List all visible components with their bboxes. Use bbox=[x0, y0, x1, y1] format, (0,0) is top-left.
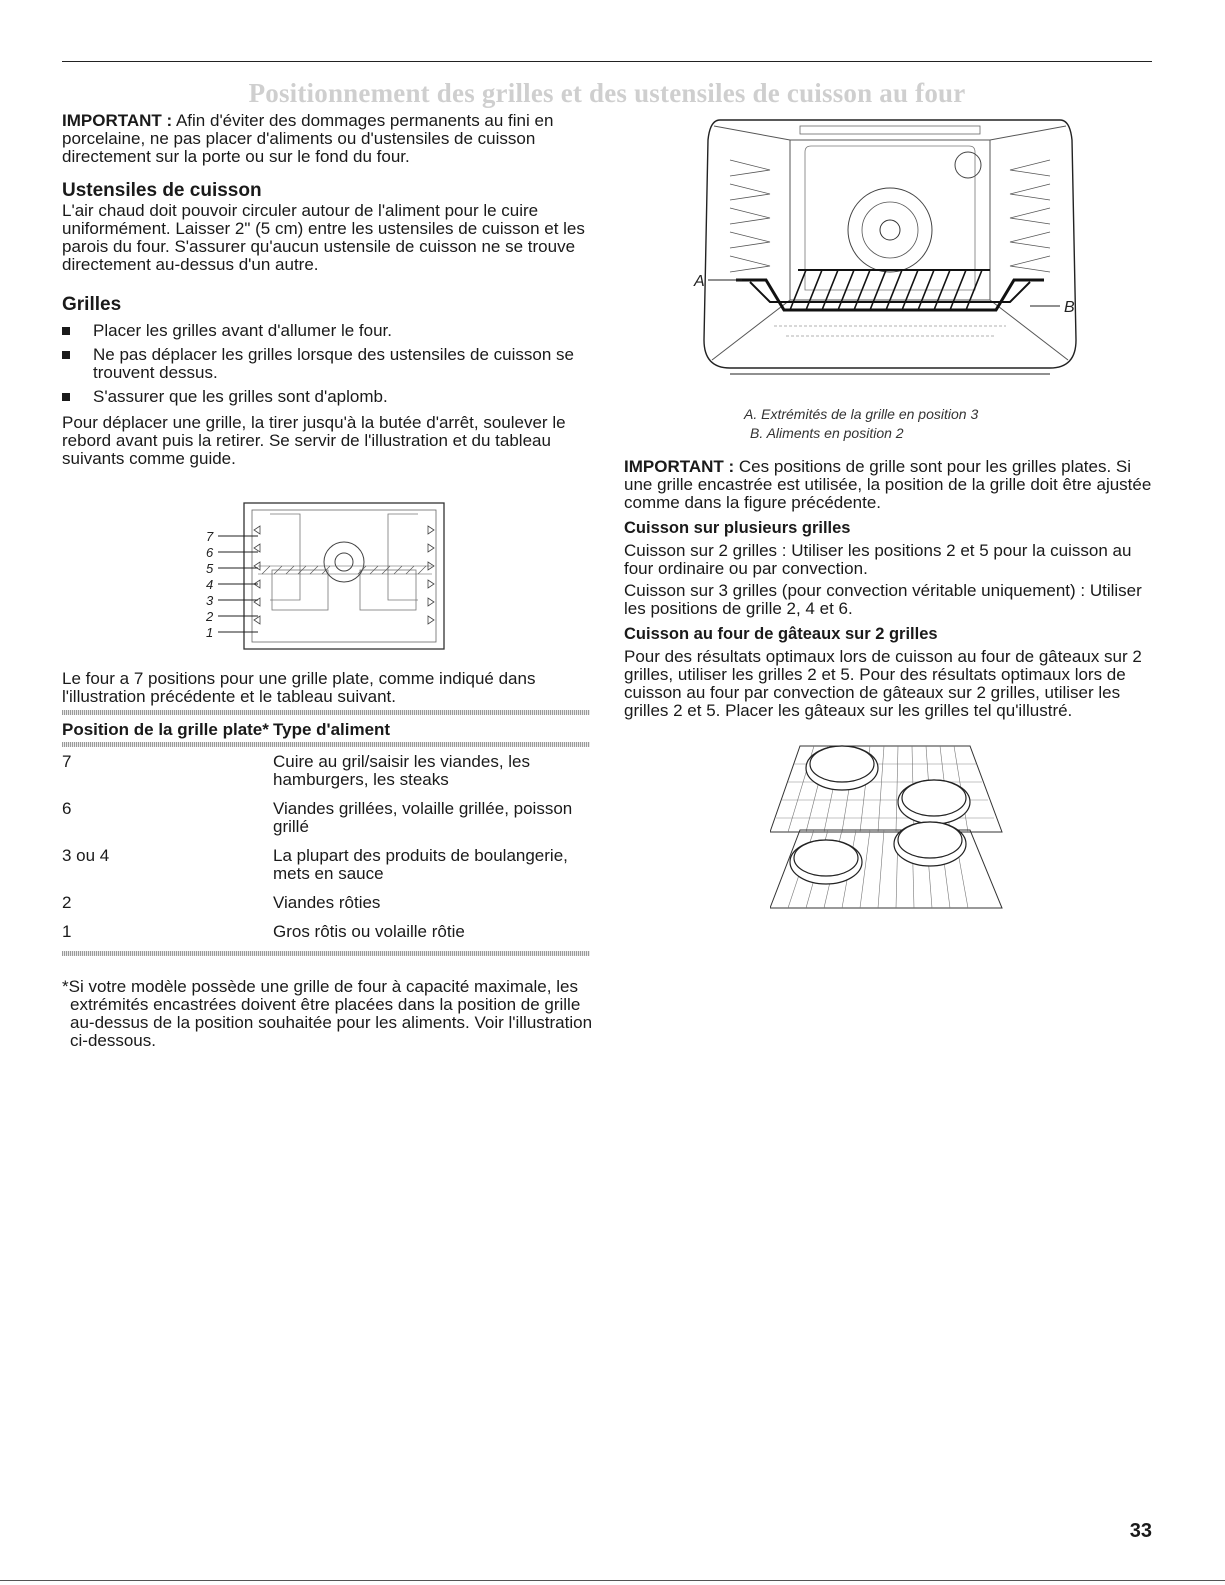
rack-positions-illustration bbox=[200, 500, 450, 652]
cake-top bbox=[794, 840, 858, 876]
positions-text: Le four a 7 positions pour une grille plate, comme indiqué dans l'illustration précédente et le tableau suivant. bbox=[62, 669, 536, 706]
upper-rack bbox=[770, 746, 1002, 832]
important-label: IMPORTANT : bbox=[624, 457, 735, 476]
label-a: A bbox=[694, 273, 705, 290]
oven-back-panel bbox=[805, 146, 975, 290]
cakes-on-racks-illustration bbox=[770, 740, 1010, 912]
grilles-bullet-list bbox=[62, 322, 590, 406]
label-b: B bbox=[1064, 299, 1075, 316]
list-item bbox=[62, 346, 590, 382]
cake-heading: Cuisson au four de gâteaux sur 2 grilles bbox=[624, 625, 938, 643]
rack-supports bbox=[254, 526, 434, 624]
table-cell-position: 2 bbox=[62, 893, 72, 912]
table-cell-position: 1 bbox=[62, 922, 72, 941]
right-column bbox=[624, 458, 1152, 720]
ustensiles-text: L'air chaud doit pouvoir circuler autour de l'aliment pour le cuire uniformément. Laisser 2" (5 cm) entre les ustensiles de cuisson et les parois du four. S'assurer qu'aucun ustensile de cuisson ne se trouve directement au-dessus d'un autre. bbox=[62, 201, 585, 274]
list-item bbox=[62, 388, 590, 406]
oven-right-panel bbox=[388, 514, 418, 600]
table-row bbox=[62, 912, 590, 941]
important-paragraph bbox=[624, 458, 1152, 512]
move-rack-text: Pour déplacer une grille, la tirer jusqu'à la butée d'arrêt, soulever le rebord avant puis la retirer. Se servir de l'illustration et du tableau suivants comme guide. bbox=[62, 413, 566, 468]
side-rack-supports bbox=[730, 160, 1050, 272]
table-row bbox=[62, 836, 590, 883]
recessed-rack-ends bbox=[736, 280, 1044, 310]
convection-fan-icon bbox=[324, 542, 364, 582]
table-row bbox=[62, 883, 590, 912]
rack-position-table bbox=[62, 710, 590, 956]
list-item bbox=[62, 322, 590, 340]
important-label: IMPORTANT : bbox=[62, 111, 173, 130]
cake-top bbox=[898, 822, 962, 858]
rack-number-label: 4 bbox=[206, 577, 214, 592]
table-cell-food: Viandes rôties bbox=[273, 893, 381, 912]
bullet-square-icon bbox=[62, 327, 70, 335]
page-number: 33 bbox=[1129, 1520, 1152, 1542]
table-cell-position: 7 bbox=[62, 752, 72, 771]
multi-rack-text-2: Cuisson sur 3 grilles (pour convection véritable uniquement) : Utiliser les positions de grille 2, 4 et 6. bbox=[624, 581, 1142, 618]
page-title: Positionnement des grilles et des ustensiles de cuisson au four bbox=[248, 78, 966, 108]
ustensiles-heading: Ustensiles de cuisson bbox=[62, 180, 262, 201]
bullet-square-icon bbox=[62, 393, 70, 401]
table-row bbox=[62, 747, 590, 789]
table-header-food: Type d'aliment bbox=[273, 720, 391, 739]
broil-element bbox=[800, 126, 980, 134]
fan-hub bbox=[335, 553, 353, 571]
table-header-row bbox=[62, 715, 590, 742]
table-cell-food: Viandes grillées, volaille grillée, poisson grillé bbox=[273, 799, 573, 836]
table-header-position: Position de la grille plate* bbox=[62, 720, 269, 739]
fan-hub bbox=[880, 220, 900, 240]
bullet-text: S'assurer que les grilles sont d'aplomb. bbox=[93, 387, 388, 406]
oven-corner-line bbox=[990, 300, 1068, 360]
oven-corner-line bbox=[712, 300, 790, 360]
bullet-text: Placer les grilles avant d'allumer le four. bbox=[93, 321, 392, 340]
oven-left-panel bbox=[270, 514, 300, 600]
important-text: Ces positions de grille sont pour les grilles plates. Si une grille encastrée est utilisée, la position de la grille doit être ajustée comme dans la figure précédente. bbox=[624, 457, 1152, 512]
table-cell-food: La plupart des produits de boulangerie, mets en sauce bbox=[273, 846, 568, 883]
cake-top bbox=[810, 746, 874, 782]
table-cell-food: Gros rôtis ou volaille rôtie bbox=[273, 922, 465, 941]
multi-rack-heading: Cuisson sur plusieurs grilles bbox=[624, 519, 851, 537]
oven-cavity bbox=[252, 510, 436, 642]
rack-number-label: 7 bbox=[206, 529, 214, 544]
rack-number-label: 2 bbox=[206, 609, 214, 624]
rack-number-label: 5 bbox=[206, 561, 214, 576]
left-column bbox=[62, 112, 590, 468]
table-row bbox=[62, 789, 590, 836]
caption-a: A. Extrémités de la grille en position 3 bbox=[744, 406, 979, 422]
oven-outline bbox=[244, 503, 444, 649]
grilles-heading: Grilles bbox=[62, 294, 122, 315]
rack-number-label: 1 bbox=[206, 625, 214, 640]
intro-text: Afin d'éviter des dommages permanents au fini en porcelaine, ne pas placer d'aliments ou d'ustensiles de cuisson directement sur la porte ou sur le fond du four. bbox=[62, 111, 554, 166]
table-cell-food: Cuire au gril/saisir les viandes, les hamburgers, les steaks bbox=[273, 752, 530, 789]
table-cell-position: 3 ou 4 bbox=[62, 846, 110, 865]
table-footnote: *Si votre modèle possède une grille de four à capacité maximale, les extrémités encastrées doivent être placées dans la position de grille au-dessus de la position souhaitée pour les aliments. Voir l'illustration ci-dessous. bbox=[62, 977, 593, 1050]
top-rule bbox=[62, 61, 1152, 62]
caption-b: B. Aliments en position 2 bbox=[750, 425, 904, 441]
rack-number-label: 3 bbox=[206, 593, 214, 608]
lower-rack-guides bbox=[774, 326, 1006, 336]
oven-corner-line bbox=[990, 126, 1066, 140]
table-cell-position: 6 bbox=[62, 799, 72, 818]
bullet-square-icon bbox=[62, 351, 70, 359]
bottom-rule bbox=[0, 1580, 1225, 1581]
cake-top bbox=[902, 780, 966, 816]
oven-outer-frame bbox=[704, 120, 1076, 368]
convection-fan-cover bbox=[848, 188, 932, 272]
oven-light-icon bbox=[955, 152, 981, 178]
bullet-text: Ne pas déplacer les grilles lorsque des ustensiles de cuisson se trouvent dessus. bbox=[93, 345, 574, 382]
table-bottom-rule bbox=[62, 951, 590, 956]
convection-fan-icon bbox=[862, 202, 918, 258]
rack-number-label: 6 bbox=[206, 545, 214, 560]
rack-ends-illustration bbox=[690, 110, 1090, 380]
multi-rack-text-1: Cuisson sur 2 grilles : Utiliser les positions 2 et 5 pour la cuisson au four ordinaire ou par convection. bbox=[624, 541, 1132, 578]
oven-corner-line bbox=[714, 126, 790, 140]
cake-text: Pour des résultats optimaux lors de cuisson au four de gâteaux sur 2 grilles, utiliser les grilles 2 et 5. Pour des résultats optimaux lors de cuisson au four par convection de gâteaux sur 2 grilles, utiliser les grilles 2 et 5. Placer les gâteaux sur les grilles tel qu'illustré. bbox=[624, 647, 1142, 720]
intro-paragraph bbox=[62, 112, 590, 166]
